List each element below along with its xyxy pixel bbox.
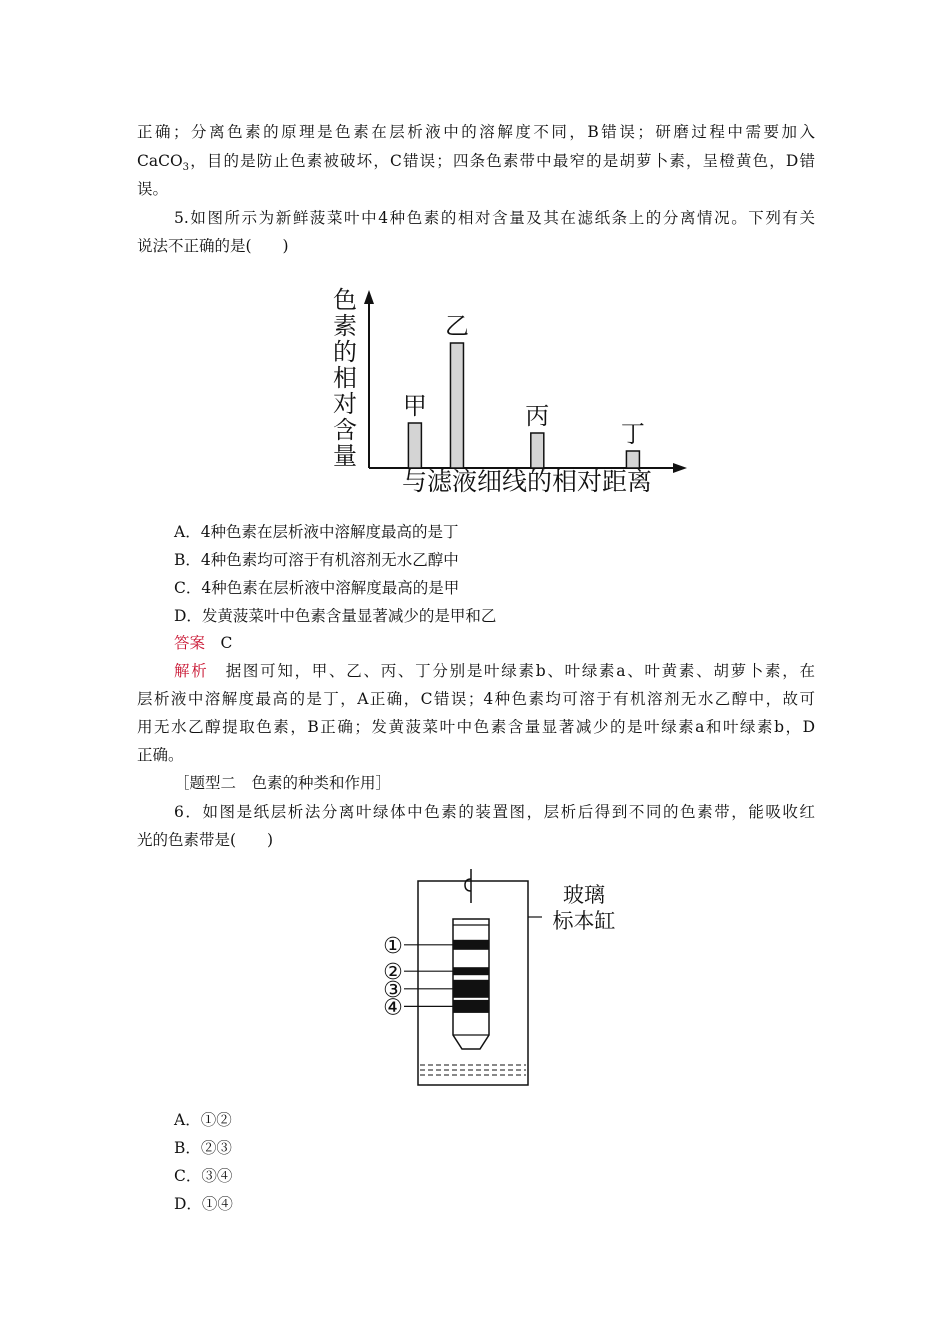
- bar-4: [626, 451, 639, 468]
- q5-stem-line-1: 5.如图所示为新鲜菠菜叶中4种色素的相对含量及其在滤纸条上的分离情况。下列有关: [174, 209, 815, 227]
- band-label-1: ①: [383, 933, 403, 959]
- bar-label-4: 丁: [620, 420, 645, 448]
- q6-option-d: D．①④: [174, 1195, 233, 1213]
- y-axis-label-char: 相: [333, 364, 357, 392]
- chromatography-apparatus-diagram: [362, 855, 630, 1105]
- q5-option-d: D．发黄菠菜叶中色素含量显著减少的是甲和乙: [174, 607, 497, 625]
- q6-option-b: B．②③: [174, 1139, 232, 1157]
- q5-option-a: A．4种色素在层析液中溶解度最高的是丁: [174, 523, 459, 541]
- analysis-label: 解析: [174, 662, 209, 680]
- q6-stem-line-2: 光的色素带是( ): [137, 831, 274, 849]
- band-label-4: ④: [383, 995, 403, 1021]
- intro-line-3: 误。: [137, 180, 169, 198]
- q5-analysis-line-1: [174, 661, 815, 681]
- jar-label-line-1: 玻璃: [563, 883, 605, 907]
- pigment-band-4: [453, 1000, 489, 1013]
- intro-line-2: [137, 151, 815, 178]
- solvent-layer: [420, 1065, 526, 1075]
- q5-option-b: B．4种色素均可溶于有机溶剂无水乙醇中: [174, 551, 459, 569]
- answer-label: 答案: [174, 634, 206, 652]
- y-axis-label: [333, 286, 357, 470]
- bar-1: [408, 423, 421, 468]
- q5-stem-line-2: 说法不正确的是( ): [137, 237, 289, 255]
- x-axis-arrow: [673, 463, 687, 473]
- jar-label-line-2: 标本缸: [552, 909, 616, 933]
- y-axis-label-char: 素: [333, 312, 357, 340]
- pigment-band-1: [453, 940, 489, 950]
- bar-label-2: 乙: [444, 312, 469, 340]
- q5-analysis-line-4: 正确。: [137, 746, 184, 764]
- y-axis-label-char: 量: [333, 442, 357, 470]
- intro-line-1: 正确；分离色素的原理是色素在层析液中的溶解度不同，B错误；研磨过程中需要加入: [137, 123, 815, 141]
- q5-answer: [174, 633, 232, 653]
- bars: [403, 312, 645, 468]
- pigment-band-3: [453, 980, 489, 998]
- intro-line-2-rest: ，目的是防止色素被破坏，C错误；四条色素带中最窄的是胡萝卜素，呈橙黄色，D错: [189, 152, 815, 170]
- pigment-band-2: [453, 967, 489, 975]
- bar-3: [531, 433, 544, 468]
- pigment-bar-chart: [315, 264, 695, 516]
- bar-label-3: 丙: [525, 402, 550, 430]
- y-axis-arrow: [364, 290, 374, 304]
- analysis-text-1: 据图可知，甲、乙、丙、丁分别是叶绿素b、叶绿素a、叶黄素、胡萝卜素，在: [225, 662, 815, 680]
- y-axis-label-char: 色: [333, 286, 357, 314]
- band-label-3: ③: [383, 977, 403, 1003]
- band-label-2: ②: [383, 960, 403, 986]
- q6-option-c: C．③④: [174, 1167, 233, 1185]
- q6-option-a: A．①②: [174, 1111, 232, 1129]
- section-heading: ［题型二 色素的种类和作用］: [174, 774, 392, 792]
- y-axis-label-char: 含: [333, 416, 357, 444]
- q5-analysis-line-2: 层析液中溶解度最高的是丁，A正确，C错误；4种色素均可溶于有机溶剂无水乙醇中，故可: [137, 690, 815, 708]
- y-axis-label-char: 的: [333, 338, 357, 366]
- q5-analysis-line-3: 用无水乙醇提取色素，B正确；发黄菠菜叶中色素含量显著减少的是叶绿素a和叶绿素b，D: [137, 718, 815, 736]
- bar-2: [450, 343, 463, 468]
- answer-value: C: [220, 634, 233, 652]
- bar-label-1: 甲: [402, 392, 427, 420]
- q5-option-c: C．4种色素在层析液中溶解度最高的是甲: [174, 579, 460, 597]
- x-axis-label: 与滤液细线的相对距离: [401, 467, 653, 496]
- y-axis-label-char: 对: [333, 390, 357, 418]
- caco-text: CaCO: [137, 152, 183, 170]
- q6-stem-line-1: 6．如图是纸层析法分离叶绿体中色素的装置图，层析后得到不同的色素带，能吸收红: [174, 803, 815, 821]
- caco-subscript: 3: [182, 162, 190, 174]
